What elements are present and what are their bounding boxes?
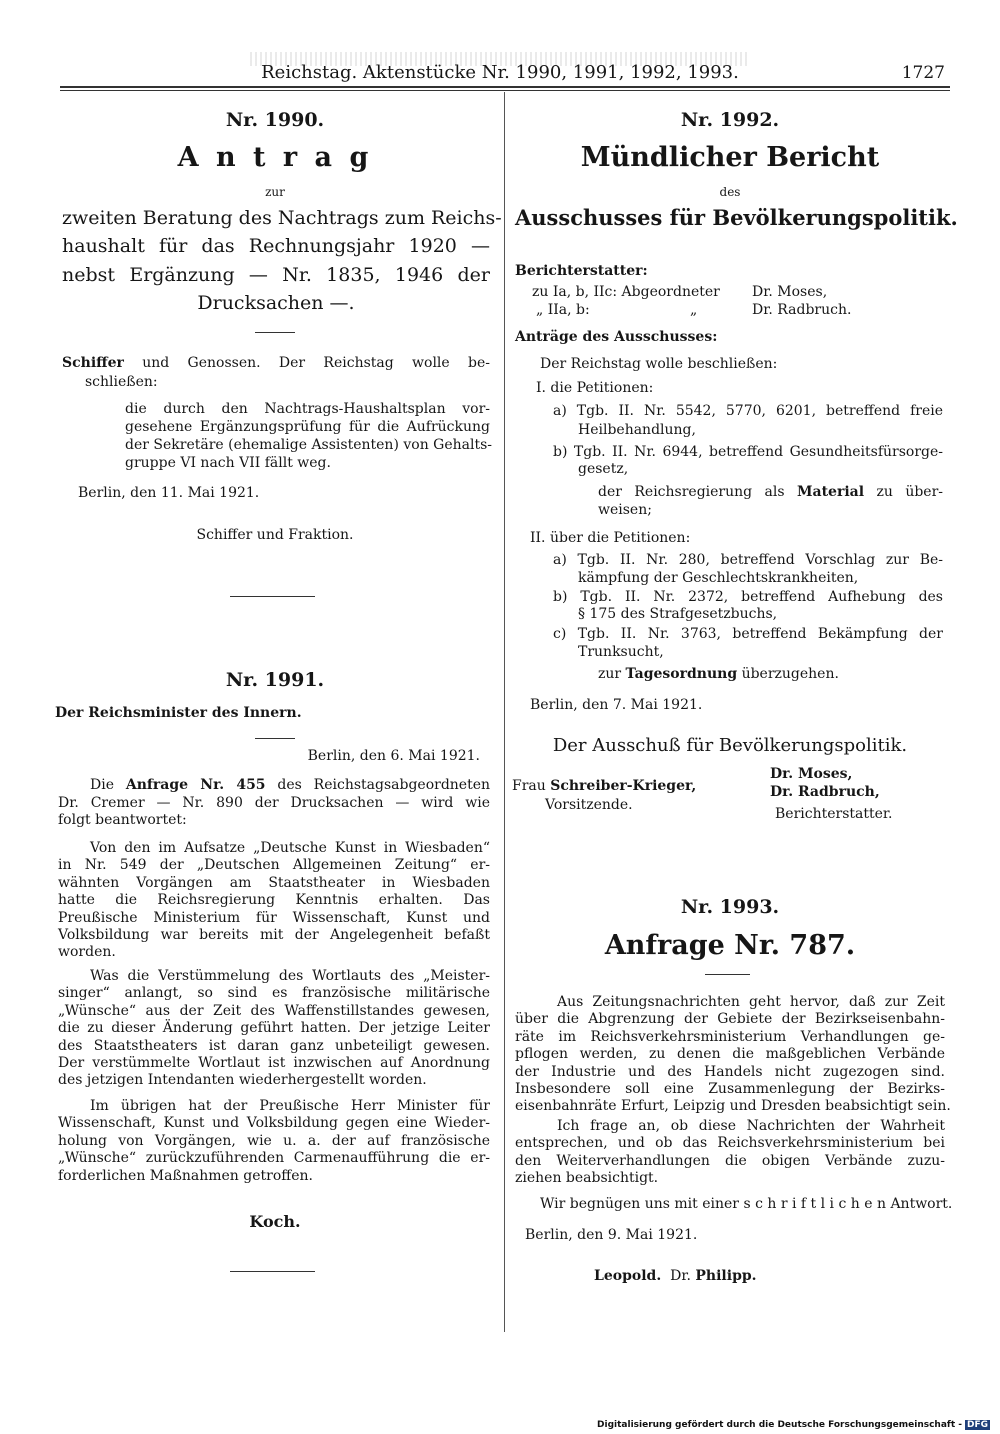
date-line: Berlin, den 11. Mai 1921. bbox=[78, 485, 260, 501]
paragraph-line: „Wünsche“ aus der Zeit des Waffenstillstandes gewesen, bbox=[58, 1002, 490, 1019]
paragraph-line: in Nr. 549 der „Deutschen Allgemeinen Zeitung“ er- bbox=[58, 857, 490, 874]
petition-item: c) Tgb. II. Nr. 3763, betreffend Bekämpfung der bbox=[553, 626, 943, 642]
intro-line: schließen: bbox=[85, 374, 158, 390]
separator bbox=[230, 1271, 315, 1272]
header-rule bbox=[60, 86, 950, 88]
sender: Der Reichsminister des Innern. bbox=[55, 705, 302, 721]
chair-role: Vorsitzende. bbox=[545, 797, 633, 813]
dfg-logo: DFG bbox=[966, 1420, 988, 1430]
section-label: Berichterstatter: bbox=[515, 263, 648, 279]
paragraph-line: die zu dieser Änderung geführt hatten. Der jetzige Leiter bbox=[58, 1020, 490, 1037]
doc-subtitle: zur bbox=[265, 185, 285, 199]
rapporteur-name: Dr. Moses, bbox=[752, 284, 828, 300]
header-rule-thin bbox=[60, 90, 950, 91]
heading-line: zweiten Beratung des Nachtrags zum Reichs- bbox=[62, 207, 502, 229]
author-name: Schiffer bbox=[62, 355, 124, 371]
inquiry-ref: Anfrage Nr. 455 bbox=[125, 777, 266, 793]
action-line: der Reichsregierung als Material zu über- bbox=[598, 484, 944, 500]
motion-line: gruppe VI nach VII fällt weg. bbox=[125, 455, 331, 471]
action-line: zur Tagesordnung überzugehen. bbox=[598, 666, 839, 682]
action-line: weisen; bbox=[598, 502, 652, 518]
motion-line: der Sekretäre (ehemalige Assistenten) von Gehalts- bbox=[125, 437, 493, 453]
doc-number: Nr. 1991. bbox=[225, 669, 325, 691]
paragraph-line: ziehen beabsichtigt. bbox=[515, 1170, 659, 1187]
paragraph-line: räte im Reichsverkehrsministerium Verhandlungen ge- bbox=[515, 1028, 945, 1045]
paragraph-line: holung von Vorgängen, wie u. a. der auf französische bbox=[58, 1132, 490, 1149]
separator bbox=[255, 332, 295, 333]
rapporteur-role: Berichterstatter. bbox=[775, 806, 893, 822]
intro-text: und Genossen. Der Reichstag wolle be- bbox=[142, 355, 490, 371]
paragraph-line: über die Abgrenzung der Gebiete der Bezirkseisenbahn- bbox=[515, 1011, 945, 1028]
column-divider bbox=[504, 92, 505, 1332]
paragraph-line: Aus Zeitungsnachrichten geht hervor, daß zur Zeit bbox=[557, 994, 945, 1010]
section-heading: I. die Petitionen: bbox=[536, 380, 654, 396]
date-line: Berlin, den 7. Mai 1921. bbox=[530, 697, 703, 713]
date-line: Berlin, den 9. Mai 1921. bbox=[525, 1227, 698, 1243]
separator bbox=[255, 738, 295, 739]
motion-line: gesehene Ergänzungsprüfung für die Aufrückung bbox=[125, 419, 490, 435]
paragraph-line: Wir begnügen uns mit einer s c h r i f t l i c h e n Antwort. bbox=[540, 1196, 953, 1212]
running-header: Reichstag. Aktenstücke Nr. 1990, 1991, 1992, 1993. bbox=[261, 62, 739, 83]
doc-title: A n t r a g bbox=[177, 142, 373, 173]
petition-item: kämpfung der Geschlechtskrankheiten, bbox=[578, 570, 859, 586]
date-line: Berlin, den 6. Mai 1921. bbox=[307, 748, 480, 764]
rapporteur-signature: Dr. Moses, bbox=[770, 766, 853, 782]
separator bbox=[230, 596, 315, 597]
doc-subtitle: des bbox=[719, 185, 741, 199]
paragraph-line: eisenbahnräte Erfurt, Leipzig und Dresden beabsichtigt sein. bbox=[515, 1098, 951, 1115]
heading-line: nebst Ergänzung — Nr. 1835, 1946 der bbox=[62, 264, 490, 286]
paragraph-line: des Staatstheaters ist daran ganz unbeteiligt gewesen. bbox=[58, 1037, 490, 1054]
paragraph-line: Wissenschaft, Kunst und Volksbildung gegen eine Wieder- bbox=[58, 1115, 490, 1132]
paragraph-line: Die Anfrage Nr. 455 des Reichstagsabgeordneten bbox=[90, 777, 491, 793]
page-number: 1727 bbox=[901, 63, 945, 83]
resolution-intro: Der Reichstag wolle beschließen: bbox=[540, 356, 778, 372]
footer-credit: Digitalisierung gefördert durch die Deutsche Forschungsgemeinschaft - DFG bbox=[597, 1420, 988, 1430]
paragraph-line: des jetzigen Intendanten wiederhergestellt worden. bbox=[58, 1072, 427, 1089]
petition-item: gesetz, bbox=[578, 461, 629, 477]
rapporteur-ref: „ IIa, b: bbox=[536, 302, 590, 318]
paragraph-line: forderlichen Maßnahmen getroffen. bbox=[58, 1167, 313, 1184]
petition-item: a) Tgb. II. Nr. 280, betreffend Vorschlag zur Be- bbox=[553, 552, 943, 568]
paragraph-line: der Industrie und des Handels nicht zugezogen sind. bbox=[515, 1063, 945, 1080]
paragraph-line: Dr. Cremer — Nr. 890 der Drucksachen — wird wie bbox=[58, 795, 490, 811]
paragraph-line: Volksbildung war bereits mit der Angelegenheit befaßt bbox=[58, 927, 490, 943]
committee-name: Ausschusses für Bevölkerungspolitik. bbox=[515, 205, 958, 230]
doc-number: Nr. 1993. bbox=[680, 896, 780, 918]
paragraph-line: worden. bbox=[58, 944, 116, 961]
signature: Schiffer und Fraktion. bbox=[196, 527, 354, 543]
paragraph-line: hatte die Reichsregierung Kenntnis erhalten. Das bbox=[58, 892, 490, 909]
paragraph-line: entsprechen, und ob das Reichsverkehrsministerium bei bbox=[515, 1135, 945, 1152]
paragraph-line: Ich frage an, ob diese Nachrichten der Wahrheit bbox=[557, 1118, 945, 1134]
petition-item: b) Tgb. II. Nr. 2372, betreffend Aufhebung des bbox=[553, 589, 943, 605]
petition-item: Trunksucht, bbox=[578, 644, 664, 660]
paragraph-line: pflogen werden, zu denen die maßgeblichen Verbände bbox=[515, 1046, 945, 1063]
rapporteur-ref: zu Ia, b, IIc: Abgeordneter bbox=[532, 284, 720, 300]
heading-line: haushalt für das Rechnungsjahr 1920 — bbox=[62, 235, 490, 257]
rapporteur-name: Dr. Radbruch. bbox=[752, 302, 852, 318]
motion-line: die durch den Nachtrags-Haushaltsplan vor- bbox=[125, 401, 490, 417]
petition-item: Heilbehandlung, bbox=[578, 422, 696, 438]
petition-item: b) Tgb. II. Nr. 6944, betreffend Gesundheitsfürsorge- bbox=[553, 444, 943, 460]
paragraph-line: Was die Verstümmelung des Wortlauts des „Meister- bbox=[90, 968, 490, 984]
doc-number: Nr. 1992. bbox=[680, 109, 780, 131]
paragraph-line: Preußische Ministerium für Wissenschaft, Kunst und bbox=[58, 909, 490, 926]
intro-line bbox=[62, 355, 490, 372]
paragraph-line: den Weiterverhandlungen die obigen Verbände zuzu- bbox=[515, 1152, 945, 1169]
paragraph-line: Der verstümmelte Wortlaut ist inzwischen auf Anordnung bbox=[58, 1055, 490, 1071]
doc-number: Nr. 1990. bbox=[225, 109, 325, 131]
heading-line: Drucksachen —. bbox=[197, 292, 355, 314]
section-label: Anträge des Ausschusses: bbox=[515, 329, 718, 345]
paragraph-line: „Wünsche“ zurückzuführenden Carmenaufführung die er- bbox=[58, 1150, 490, 1167]
signatures: Leopold. Dr. Philipp. bbox=[594, 1268, 757, 1284]
petition-item: a) Tgb. II. Nr. 5542, 5770, 6201, betreffend freie bbox=[553, 403, 943, 419]
committee-signature: Der Ausschuß für Bevölkerungspolitik. bbox=[552, 735, 908, 756]
separator bbox=[705, 974, 750, 975]
rapporteur-signature: Dr. Radbruch, bbox=[770, 784, 880, 800]
doc-title: Mündlicher Bericht bbox=[580, 142, 880, 173]
paragraph-line: Von den im Aufsatze „Deutsche Kunst in Wiesbaden“ bbox=[90, 840, 490, 856]
paragraph-line: folgt beantwortet: bbox=[58, 812, 187, 828]
signature: Koch. bbox=[249, 1212, 301, 1231]
doc-title: Anfrage Nr. 787. bbox=[604, 930, 856, 961]
section-heading: II. über die Petitionen: bbox=[530, 530, 691, 546]
paragraph-line: Im übrigen hat der Preußische Herr Minister für bbox=[90, 1098, 490, 1114]
ditto-mark: „ bbox=[690, 302, 698, 318]
paragraph-line: singer“ anlangt, so sind es französische militärische bbox=[58, 985, 490, 1002]
petition-item: § 175 des Strafgesetzbuchs, bbox=[578, 606, 778, 622]
paragraph-line: wähnten Vorgängen am Staatstheater in Wiesbaden bbox=[58, 874, 490, 891]
chair-signature: Frau Schreiber-Krieger, bbox=[512, 778, 697, 794]
paragraph-line: Insbesondere soll eine Zusammenlegung der Bezirks- bbox=[515, 1081, 945, 1097]
